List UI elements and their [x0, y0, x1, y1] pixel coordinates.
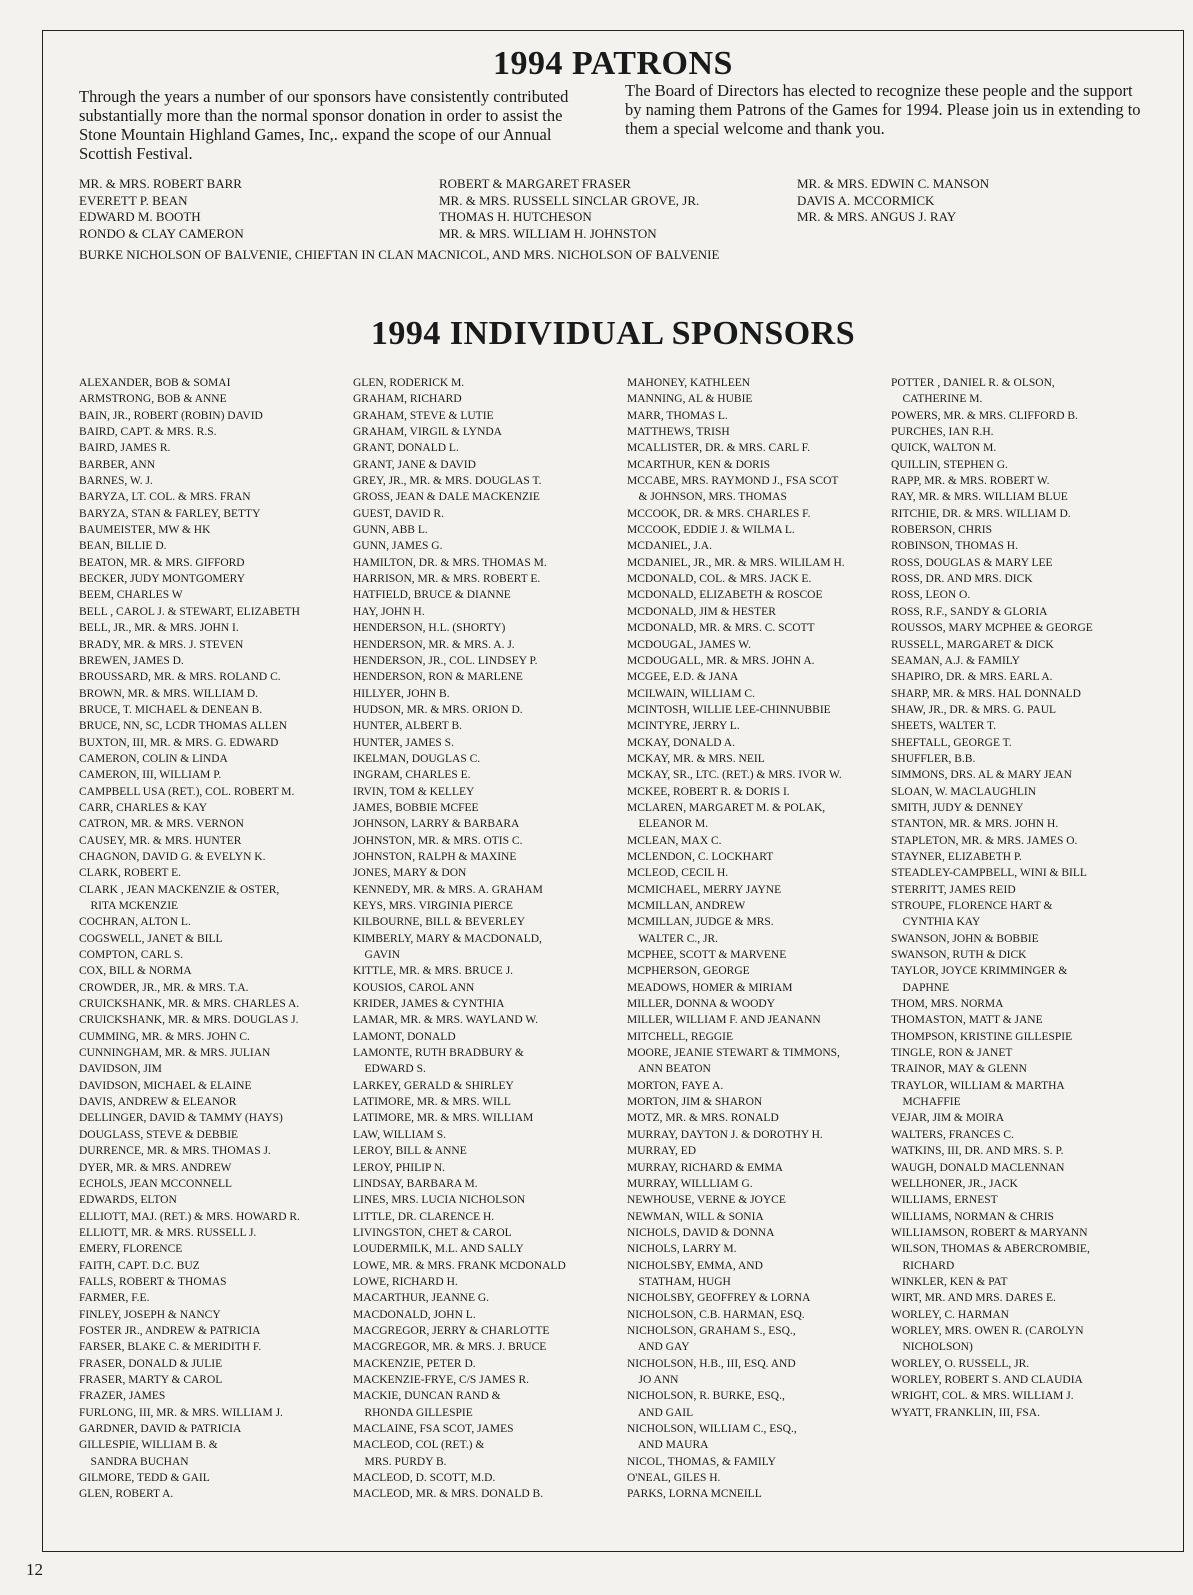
sponsor-name: WORLEY, C. HARMAN [891, 1308, 1009, 1321]
sponsor-name: MCHAFFIE [891, 1096, 961, 1109]
sponsor-name: MACKENZIE-FRYE, C/S JAMES R. [353, 1373, 530, 1386]
patrons-column-3 [797, 176, 989, 226]
sponsor-name: HUDSON, MR. & MRS. ORION D. [353, 703, 523, 716]
sponsor-name: MCMILLAN, JUDGE & MRS. [627, 916, 774, 929]
sponsor-name: BROWN, MR. & MRS. WILLIAM D. [79, 687, 259, 700]
patrons-column-2 [439, 176, 699, 242]
sponsor-name: ROBERSON, CHRIS [891, 524, 992, 537]
sponsor-name: MACGREGOR, JERRY & CHARLOTTE [353, 1324, 550, 1337]
sponsor-name: GRAHAM, VIRGIL & LYNDA [353, 426, 502, 439]
sponsor-name: FOSTER JR., ANDREW & PATRICIA [79, 1324, 261, 1337]
sponsor-name: ELLIOTT, MR. & MRS. RUSSELL J. [79, 1226, 257, 1239]
sponsor-name: MRS. PURDY B. [353, 1455, 447, 1468]
sponsor-name: BRUCE, T. MICHAEL & DENEAN B. [79, 703, 263, 716]
sponsor-name: IRVIN, TOM & KELLEY [353, 785, 475, 798]
sponsor-name: LOWE, RICHARD H. [353, 1275, 458, 1288]
patrons-column-1 [79, 176, 244, 242]
sponsor-name: BRADY, MR. & MRS. J. STEVEN [79, 638, 244, 651]
sponsor-name: QUICK, WALTON M. [891, 442, 997, 455]
sponsor-name: NICHOLSON, WILLIAM C., ESQ., [627, 1423, 797, 1435]
sponsor-name: WILLIAMS, ERNEST [891, 1194, 998, 1207]
sponsor-name: GREY, JR., MR. & MRS. DOUGLAS T. [353, 475, 542, 488]
sponsor-name: POTTER , DANIEL R. & OLSON, [891, 377, 1055, 389]
sponsor-name: GUNN, JAMES G. [353, 540, 443, 553]
sponsor-name: NICHOLSON) [891, 1341, 973, 1354]
sponsor-name: SHEETS, WALTER T. [891, 720, 996, 733]
sponsor-name: MURRAY, WILLLIAM G. [627, 1177, 753, 1190]
sponsor-name: RICHARD [891, 1259, 955, 1272]
sponsor-name: LINDSAY, BARBARA M. [353, 1177, 478, 1190]
sponsor-name: SWANSON, JOHN & BOBBIE [891, 932, 1039, 945]
sponsor-name: GRANT, DONALD L. [353, 442, 459, 455]
sponsor-name: MILLER, WILLIAM F. AND JEANANN [627, 1014, 821, 1027]
sponsor-name: SMITH, JUDY & DENNEY [891, 801, 1024, 814]
sponsor-name: COGSWELL, JANET & BILL [79, 932, 223, 945]
sponsor-name: NICHOLSON, R. BURKE, ESQ., [627, 1390, 785, 1403]
sponsor-name: CAMERON, COLIN & LINDA [79, 752, 228, 765]
sponsor-name: HENDERSON, JR., COL. LINDSEY P. [353, 654, 538, 667]
sponsor-name: NEWMAN, WILL & SONIA [627, 1210, 764, 1223]
sponsor-name: SEAMAN, A.J. & FAMILY [891, 654, 1020, 667]
sponsor-name: LAW, WILLIAM S. [353, 1128, 446, 1141]
sponsor-name: DURRENCE, MR. & MRS. THOMAS J. [79, 1145, 271, 1158]
sponsor-name: STANTON, MR. & MRS. JOHN H. [891, 818, 1059, 831]
sponsor-name: RITA MCKENZIE [79, 900, 179, 912]
sponsor-name: STAPLETON, MR. & MRS. JAMES O. [891, 834, 1078, 847]
sponsor-name: NEWHOUSE, VERNE & JOYCE [627, 1194, 786, 1207]
sponsor-name: MCPHEE, SCOTT & MARVENE [627, 949, 787, 962]
sponsor-name: PURCHES, IAN R.H. [891, 426, 994, 439]
sponsor-name: MCLEOD, CECIL H. [627, 867, 729, 880]
sponsor-name: SHEFTALL, GEORGE T. [891, 736, 1012, 749]
patrons-title: 1994 PATRONS [493, 45, 733, 82]
sponsor-name: WALTERS, FRANCES C. [891, 1128, 1014, 1141]
sponsor-name: NICHOLS, DAVID & DONNA [627, 1226, 775, 1239]
sponsor-name: MCDONALD, JIM & HESTER [627, 605, 776, 618]
sponsor-name: STAYNER, ELIZABETH P. [891, 850, 1022, 863]
sponsor-name: BEEM, CHARLES W [79, 589, 183, 602]
sponsor-name: FURLONG, III, MR. & MRS. WILLIAM J. [79, 1406, 283, 1419]
sponsor-name: TRAINOR, MAY & GLENN [891, 1063, 1027, 1076]
sponsor-name: RUSSELL, MARGARET & DICK [891, 638, 1054, 651]
sponsor-name: MOORE, JEANIE STEWART & TIMMONS, [627, 1047, 840, 1060]
sponsor-name: POWERS, MR. & MRS. CLIFFORD B. [891, 409, 1078, 422]
sponsor-name: LEROY, PHILIP N. [353, 1161, 446, 1174]
sponsor-name: BARNES, W. J. [79, 475, 153, 488]
sponsor-name: MATTHEWS, TRISH [627, 426, 730, 439]
sponsor-name: WILLIAMSON, ROBERT & MARYANN [891, 1226, 1088, 1239]
sponsor-name: WAUGH, DONALD MACLENNAN [891, 1161, 1065, 1174]
sponsor-name: CUMMING, MR. & MRS. JOHN C. [79, 1030, 250, 1043]
sponsor-name: LIVINGSTON, CHET & CAROL [353, 1226, 512, 1239]
sponsor-name: DELLINGER, DAVID & TAMMY (HAYS) [79, 1112, 283, 1125]
sponsor-name: ROBINSON, THOMAS H. [891, 540, 1018, 553]
sponsor-name: MCLENDON, C. LOCKHART [627, 850, 774, 863]
sponsor-name: NICHOLSBY, EMMA, AND [627, 1259, 763, 1272]
sponsor-name: GLEN, RODERICK M. [353, 377, 465, 389]
patron-name: MR. & MRS. RUSSELL SINCLAR GROVE, JR. [439, 192, 700, 208]
sponsor-name: COMPTON, CARL S. [79, 949, 184, 962]
sponsor-name: MAHONEY, KATHLEEN [627, 377, 751, 389]
sponsor-name: LATIMORE, MR. & MRS. WILL [353, 1096, 511, 1109]
sponsor-name: MCDONALD, ELIZABETH & ROSCOE [627, 589, 823, 602]
sponsor-name: MITCHELL, REGGIE [627, 1030, 734, 1043]
sponsor-name: LAMAR, MR. & MRS. WAYLAND W. [353, 1014, 538, 1027]
sponsor-name: MCALLISTER, DR. & MRS. CARL F. [627, 442, 811, 455]
sponsor-name: ELLIOTT, MAJ. (RET.) & MRS. HOWARD R. [79, 1210, 300, 1223]
sponsor-name: JOHNSON, LARRY & BARBARA [353, 818, 520, 831]
sponsor-name: VEJAR, JIM & MOIRA [891, 1112, 1005, 1125]
sponsor-name: MCMICHAEL, MERRY JAYNE [627, 883, 782, 896]
sponsor-name: HENDERSON, H.L. (SHORTY) [353, 622, 506, 635]
sponsor-name: KITTLE, MR. & MRS. BRUCE J. [353, 965, 514, 978]
sponsor-name: WYATT, FRANKLIN, III, FSA. [891, 1406, 1040, 1419]
sponsor-name: LATIMORE, MR. & MRS. WILLIAM [353, 1112, 534, 1125]
page-frame [42, 30, 1184, 1552]
sponsor-name: DAVIS, ANDREW & ELEANOR [79, 1096, 237, 1109]
sponsor-name: MORTON, JIM & SHARON [627, 1096, 763, 1109]
sponsor-name: GAVIN [353, 949, 401, 962]
sponsor-name: DAPHNE [891, 981, 950, 994]
sponsor-name: GRAHAM, STEVE & LUTIE [353, 409, 494, 422]
patron-name: RONDO & CLAY CAMERON [79, 225, 244, 241]
sponsor-name: GRANT, JANE & DAVID [353, 458, 476, 471]
sponsor-name: DOUGLASS, STEVE & DEBBIE [79, 1128, 239, 1141]
sponsor-name: MCGEE, E.D. & JANA [627, 671, 739, 684]
sponsor-name: SHAPIRO, DR. & MRS. EARL A. [891, 671, 1053, 684]
sponsor-name: WIRT, MR. AND MRS. DARES E. [891, 1292, 1056, 1305]
sponsor-name: MACLEOD, COL (RET.) & [353, 1439, 485, 1452]
sponsor-name: TRAYLOR, WILLIAM & MARTHA [891, 1079, 1065, 1092]
sponsor-name: NICHOLS, LARRY M. [627, 1243, 737, 1256]
sponsor-name: MCDONALD, MR. & MRS. C. SCOTT [627, 622, 815, 635]
sponsor-name: HUNTER, ALBERT B. [353, 720, 462, 733]
sponsor-name: CROWDER, JR., MR. & MRS. T.A. [79, 981, 249, 994]
sponsor-name: MACKIE, DUNCAN RAND & [353, 1390, 501, 1403]
sponsor-name: CAMERON, III, WILLIAM P. [79, 769, 222, 782]
sponsor-name: MACGREGOR, MR. & MRS. J. BRUCE [353, 1341, 547, 1354]
sponsor-name: BAIRD, JAMES R. [79, 442, 171, 455]
sponsor-name: INGRAM, CHARLES E. [353, 769, 471, 782]
sponsor-name: MCDANIEL, J.A. [627, 540, 712, 553]
page-number: 12 [26, 1560, 43, 1579]
sponsor-name: MCMILLAN, ANDREW [627, 900, 746, 912]
sponsor-name: LOWE, MR. & MRS. FRANK MCDONALD [353, 1259, 566, 1272]
sponsor-name: MCLEAN, MAX C. [627, 834, 722, 847]
sponsor-name: CRUICKSHANK, MR. & MRS. CHARLES A. [79, 998, 300, 1011]
patron-name: EVERETT P. BEAN [79, 192, 188, 208]
sponsor-name: BECKER, JUDY MONTGOMERY [79, 573, 246, 586]
sponsor-name: KENNEDY, MR. & MRS. A. GRAHAM [353, 883, 543, 896]
sponsor-name: QUILLIN, STEPHEN G. [891, 458, 1008, 471]
sponsor-name: LAMONTE, RUTH BRADBURY & [353, 1047, 524, 1060]
sponsor-name: CYNTHIA KAY [891, 916, 981, 929]
sponsor-name: SIMMONS, DRS. AL & MARY JEAN [891, 769, 1072, 782]
sponsor-name: MACARTHUR, JEANNE G. [353, 1292, 490, 1305]
sponsor-name: ROUSSOS, MARY MCPHEE & GEORGE [891, 622, 1093, 635]
sponsor-name: LAMONT, DONALD [353, 1030, 456, 1043]
sponsor-name: AND MAURA [627, 1439, 709, 1452]
patrons-intro-right: The Board of Directors has elected to recognize these people and the support by naming them Patrons of the Games for 1994. Please join us in extending to them a special welcome and thank you. [625, 81, 1141, 138]
sponsor-name: MCINTOSH, WILLIE LEE-CHINNUBBIE [627, 703, 831, 716]
sponsor-name: MCILWAIN, WILLIAM C. [627, 687, 755, 700]
sponsor-name: DAVIDSON, MICHAEL & ELAINE [79, 1079, 252, 1092]
sponsor-name: MEADOWS, HOMER & MIRIAM [627, 981, 793, 994]
sponsor-name: MURRAY, RICHARD & EMMA [627, 1161, 783, 1174]
sponsor-name: BAUMEISTER, MW & HK [79, 524, 211, 537]
sponsor-name: SWANSON, RUTH & DICK [891, 949, 1027, 962]
sponsor-name: MACLEOD, MR. & MRS. DONALD B. [353, 1488, 544, 1501]
sponsor-name: MACLAINE, FSA SCOT, JAMES [353, 1423, 514, 1435]
sponsor-name: JO ANN [627, 1373, 679, 1386]
sponsor-name: HENDERSON, MR. & MRS. A. J. [353, 638, 515, 651]
sponsor-name: COCHRAN, ALTON L. [79, 916, 191, 929]
sponsor-name: LOUDERMILK, M.L. AND SALLY [353, 1243, 524, 1256]
sponsor-name: NICHOLSON, H.B., III, ESQ. AND [627, 1357, 796, 1370]
sponsor-name: BEATON, MR. & MRS. GIFFORD [79, 556, 245, 569]
sponsor-name: HILLYER, JOHN B. [353, 687, 450, 700]
sponsor-name: MCPHERSON, GEORGE [627, 965, 750, 978]
sponsor-name: BEAN, BILLIE D. [79, 540, 167, 553]
sponsor-name: LEROY, BILL & ANNE [353, 1145, 467, 1158]
sponsor-name: JOHNSTON, MR. & MRS. OTIS C. [353, 834, 523, 847]
sponsor-name: ALEXANDER, BOB & SOMAI [79, 377, 231, 389]
sponsor-name: BUXTON, III, MR. & MRS. G. EDWARD [79, 736, 279, 749]
sponsor-name: GARDNER, DAVID & PATRICIA [79, 1423, 242, 1435]
sponsor-name: SLOAN, W. MACLAUGHLIN [891, 785, 1037, 798]
sponsor-name: MCKAY, DONALD A. [627, 736, 735, 749]
sponsor-name: BARYZA, STAN & FARLEY, BETTY [79, 507, 261, 520]
sponsor-name: STERRITT, JAMES REID [891, 883, 1016, 896]
sponsor-name: WALTER C., JR. [627, 932, 719, 945]
sponsor-name: WILLIAMS, NORMAN & CHRIS [891, 1210, 1054, 1223]
sponsor-name: GUEST, DAVID R. [353, 507, 444, 520]
sponsor-name: HAY, JOHN H. [353, 605, 425, 618]
sponsor-name: MCDONALD, COL. & MRS. JACK E. [627, 573, 812, 586]
sponsor-name: JAMES, BOBBIE MCFEE [353, 801, 479, 814]
sponsor-name: BELL, JR., MR. & MRS. JOHN I. [79, 622, 239, 635]
patron-name: THOMAS H. HUTCHESON [439, 209, 592, 224]
sponsor-name: WORLEY, O. RUSSELL, JR. [891, 1357, 1030, 1370]
sponsor-name: MCARTHUR, KEN & DORIS [627, 458, 771, 471]
patron-name: MR. & MRS. ANGUS J. RAY [797, 209, 957, 224]
sponsor-name: HUNTER, JAMES S. [353, 736, 454, 749]
sponsor-name: TINGLE, RON & JANET [891, 1047, 1013, 1060]
sponsor-name: GILLESPIE, WILLIAM B. & [79, 1439, 218, 1452]
sponsor-name: FALLS, ROBERT & THOMAS [79, 1275, 227, 1288]
sponsor-name: ELEANOR M. [627, 818, 709, 831]
sponsor-name: ROSS, LEON O. [891, 589, 971, 602]
sponsor-name: HENDERSON, RON & MARLENE [353, 671, 523, 684]
sponsor-name: CLARK , JEAN MACKENZIE & OSTER, [79, 883, 280, 896]
sponsor-name: STEADLEY-CAMPBELL, WINI & BILL [891, 867, 1087, 880]
sponsor-name: THOMASTON, MATT & JANE [891, 1014, 1043, 1027]
sponsor-name: RAPP, MR. & MRS. ROBERT W. [891, 475, 1050, 488]
patron-name: MR. & MRS. WILLIAM H. JOHNSTON [439, 225, 657, 241]
sponsor-name: RHONDA GILLESPIE [353, 1406, 473, 1419]
sponsor-name: KEYS, MRS. VIRGINIA PIERCE [353, 900, 513, 912]
sponsor-name: GUNN, ABB L. [353, 524, 428, 537]
sponsor-name: THOMPSON, KRISTINE GILLESPIE [891, 1030, 1073, 1043]
sponsor-name: DYER, MR. & MRS. ANDREW [79, 1161, 232, 1174]
sponsors-column-1 [79, 375, 300, 1503]
sponsor-name: DAVIDSON, JIM [79, 1063, 162, 1076]
sponsor-name: RAY, MR. & MRS. WILLIAM BLUE [891, 491, 1068, 504]
sponsor-name: HATFIELD, BRUCE & DIANNE [353, 589, 511, 602]
sponsor-name: EMERY, FLORENCE [79, 1243, 183, 1256]
sponsor-name: RITCHIE, DR. & MRS. WILLIAM D. [891, 507, 1071, 520]
sponsor-name: ROSS, DR. AND MRS. DICK [891, 573, 1033, 586]
sponsor-name: CATHERINE M. [891, 393, 983, 406]
sponsor-name: CARR, CHARLES & KAY [79, 801, 208, 814]
sponsor-name: BARYZA, LT. COL. & MRS. FRAN [79, 491, 251, 504]
sponsor-name: PARKS, LORNA MCNEILL [627, 1488, 762, 1501]
sponsor-name: MCDANIEL, JR., MR. & MRS. WILILAM H. [627, 556, 845, 569]
sponsor-name: MCKAY, SR., LTC. (RET.) & MRS. IVOR W. [627, 769, 842, 782]
sponsor-name: BRUCE, NN, SC, LCDR THOMAS ALLEN [79, 720, 288, 733]
sponsor-name: BELL , CAROL J. & STEWART, ELIZABETH [79, 605, 300, 618]
sponsor-name: ANN BEATON [627, 1063, 711, 1076]
sponsor-name: MCDOUGALL, MR. & MRS. JOHN A. [627, 654, 815, 667]
sponsor-name: LITTLE, DR. CLARENCE H. [353, 1210, 495, 1223]
sponsor-name: LARKEY, GERALD & SHIRLEY [353, 1079, 514, 1092]
sponsor-name: WRIGHT, COL. & MRS. WILLIAM J. [891, 1390, 1074, 1403]
sponsor-name: SANDRA BUCHAN [79, 1455, 189, 1468]
sponsor-name: MOTZ, MR. & MRS. RONALD [627, 1112, 779, 1125]
sponsor-name: FRASER, MARTY & CAROL [79, 1373, 223, 1386]
sponsor-name: GILMORE, TEDD & GAIL [79, 1472, 210, 1485]
sponsor-name: BREWEN, JAMES D. [79, 654, 184, 667]
sponsors-column-3 [627, 375, 845, 1503]
sponsor-name: WATKINS, III, DR. AND MRS. S. P. [891, 1145, 1064, 1158]
sponsor-name: KILBOURNE, BILL & BEVERLEY [353, 916, 526, 929]
sponsor-name: HAMILTON, DR. & MRS. THOMAS M. [353, 556, 547, 569]
sponsor-name: MURRAY, DAYTON J. & DOROTHY H. [627, 1128, 823, 1141]
sponsor-name: FINLEY, JOSEPH & NANCY [79, 1308, 221, 1321]
sponsor-name: BROUSSARD, MR. & MRS. ROLAND C. [79, 671, 281, 684]
sponsor-name: O'NEAL, GILES H. [627, 1472, 721, 1485]
sponsor-name: WORLEY, ROBERT S. AND CLAUDIA [891, 1373, 1083, 1386]
sponsor-name: AND GAY [627, 1341, 690, 1354]
patrons-intro-left: Through the years a number of our sponsors have consistently contributed substantially more than the normal sponsor donation in order to assist the Stone Mountain Highland Games, Inc,. expand the scope of our Annual Scottish Festival. [79, 87, 569, 163]
sponsor-name: SHUFFLER, B.B. [891, 752, 976, 765]
sponsor-name: MORTON, FAYE A. [627, 1079, 724, 1092]
sponsor-name: NICHOLSON, GRAHAM S., ESQ., [627, 1324, 796, 1337]
sponsor-name: MCLAREN, MARGARET M. & POLAK, [627, 801, 826, 814]
sponsor-name: CLARK, ROBERT E. [79, 867, 181, 880]
sponsor-name: GRAHAM, RICHARD [353, 393, 462, 406]
sponsor-name: THOM, MRS. NORMA [891, 998, 1004, 1011]
sponsor-name: EDWARD S. [353, 1063, 426, 1076]
sponsor-name: MCKAY, MR. & MRS. NEIL [627, 752, 765, 765]
sponsor-name: TAYLOR, JOYCE KRIMMINGER & [891, 965, 1068, 978]
sponsor-name: IKELMAN, DOUGLAS C. [353, 752, 481, 765]
sponsor-name: BARBER, ANN [79, 458, 156, 471]
sponsor-name: JOHNSTON, RALPH & MAXINE [353, 850, 517, 863]
sponsors-column-2 [353, 375, 566, 1503]
sponsor-name: MCKEE, ROBERT R. & DORIS I. [627, 785, 790, 798]
sponsor-name: CUNNINGHAM, MR. & MRS. JULIAN [79, 1047, 271, 1060]
sponsor-name: MACKENZIE, PETER D. [353, 1357, 476, 1370]
sponsor-name: MANNING, AL & HUBIE [627, 393, 753, 406]
sponsor-name: & JOHNSON, MRS. THOMAS [627, 491, 787, 504]
sponsor-name: CAUSEY, MR. & MRS. HUNTER [79, 834, 242, 847]
sponsor-name: STROUPE, FLORENCE HART & [891, 900, 1053, 912]
sponsor-name: AND GAIL [627, 1406, 694, 1419]
sponsor-name: LINES, MRS. LUCIA NICHOLSON [353, 1194, 526, 1207]
sponsor-name: MARR, THOMAS L. [627, 409, 728, 422]
sponsor-name: FARMER, F.E. [79, 1292, 150, 1305]
sponsor-name: BAIRD, CAPT. & MRS. R.S. [79, 426, 217, 439]
sponsor-name: JONES, MARY & DON [353, 867, 467, 880]
sponsor-name: KRIDER, JAMES & CYNTHIA [353, 998, 505, 1011]
sponsor-name: WORLEY, MRS. OWEN R. (CAROLYN [891, 1324, 1084, 1337]
sponsor-name: NICOL, THOMAS, & FAMILY [627, 1455, 776, 1468]
sponsor-name: MACLEOD, D. SCOTT, M.D. [353, 1472, 496, 1485]
sponsor-name: GLEN, ROBERT A. [79, 1488, 174, 1501]
sponsor-name: EDWARDS, ELTON [79, 1194, 177, 1207]
patron-name: EDWARD M. BOOTH [79, 209, 201, 224]
sponsor-name: GROSS, JEAN & DALE MACKENZIE [353, 491, 540, 504]
patron-name: ROBERT & MARGARET FRASER [439, 176, 631, 191]
patrons-full-line: BURKE NICHOLSON OF BALVENIE, CHIEFTAN IN CLAN MACNICOL, AND MRS. NICHOLSON OF BALVENIE [79, 247, 720, 262]
patron-name: MR. & MRS. ROBERT BARR [79, 176, 242, 191]
sponsor-name: SHAW, JR., DR. & MRS. G. PAUL [891, 703, 1057, 716]
sponsor-name: FAITH, CAPT. D.C. BUZ [79, 1259, 200, 1272]
sponsor-name: BAIN, JR., ROBERT (ROBIN) DAVID [79, 409, 263, 422]
sponsor-name: FRASER, DONALD & JULIE [79, 1357, 223, 1370]
sponsor-name: FRAZER, JAMES [79, 1390, 166, 1403]
sponsor-name: CATRON, MR. & MRS. VERNON [79, 818, 244, 831]
sponsor-name: CAMPBELL USA (RET.), COL. ROBERT M. [79, 785, 295, 798]
sponsor-name: MCINTYRE, JERRY L. [627, 720, 740, 733]
sponsor-name: MCCOOK, EDDIE J. & WILMA L. [627, 524, 795, 537]
sponsor-name: WINKLER, KEN & PAT [891, 1275, 1008, 1288]
sponsor-name: COX, BILL & NORMA [79, 965, 192, 978]
sponsor-name: FARSER, BLAKE C. & MERIDITH F. [79, 1341, 262, 1354]
sponsor-name: WELLHONER, JR., JACK [891, 1177, 1018, 1190]
sponsor-name: HARRISON, MR. & MRS. ROBERT E. [353, 573, 541, 586]
sponsor-name: MCDOUGAL, JAMES W. [627, 638, 751, 651]
sponsor-name: MCCABE, MRS. RAYMOND J., FSA SCOT [627, 475, 839, 488]
sponsor-name: ROSS, R.F., SANDY & GLORIA [891, 605, 1048, 618]
sponsor-name: NICHOLSBY, GEOFFREY & LORNA [627, 1292, 811, 1305]
sponsor-name: KOUSIOS, CAROL ANN [353, 981, 475, 994]
sponsor-name: MACDONALD, JOHN L. [353, 1308, 476, 1321]
sponsor-name: NICHOLSON, C.B. HARMAN, ESQ. [627, 1308, 805, 1321]
sponsor-name: KIMBERLY, MARY & MACDONALD, [353, 932, 542, 945]
sponsors-column-4 [891, 375, 1093, 1421]
sponsor-name: WILSON, THOMAS & ABERCROMBIE, [891, 1243, 1090, 1256]
sponsor-name: MURRAY, ED [627, 1145, 697, 1158]
sponsor-name: SHARP, MR. & MRS. HAL DONNALD [891, 687, 1081, 700]
sponsors-title: 1994 INDIVIDUAL SPONSORS [370, 315, 856, 352]
sponsor-name: CRUICKSHANK, MR. & MRS. DOUGLAS J. [79, 1014, 299, 1027]
sponsor-name: ECHOLS, JEAN MCCONNELL [79, 1177, 233, 1190]
sponsor-name: STATHAM, HUGH [627, 1275, 731, 1288]
sponsor-name: ROSS, DOUGLAS & MARY LEE [891, 556, 1053, 569]
sponsor-name: ARMSTRONG, BOB & ANNE [79, 393, 227, 406]
patron-name: MR. & MRS. EDWIN C. MANSON [797, 176, 990, 191]
sponsor-name: MCCOOK, DR. & MRS. CHARLES F. [627, 507, 811, 520]
sponsor-name: CHAGNON, DAVID G. & EVELYN K. [79, 850, 266, 863]
sponsor-name: MILLER, DONNA & WOODY [627, 998, 776, 1011]
patron-name: DAVIS A. MCCORMICK [797, 192, 935, 208]
